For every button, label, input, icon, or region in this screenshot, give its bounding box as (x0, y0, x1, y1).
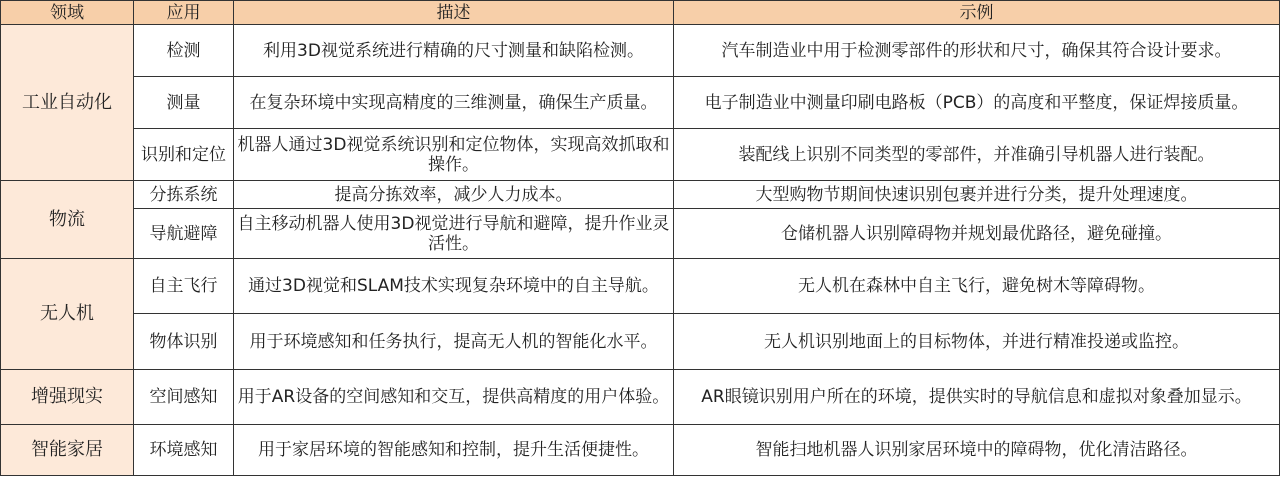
description-cell: 用于环境感知和任务执行，提高无人机的智能化水平。 (234, 314, 674, 370)
application-cell: 环境感知 (134, 425, 234, 476)
application-cell: 导航避障 (134, 209, 234, 259)
application-cell: 测量 (134, 77, 234, 129)
description-cell: 利用3D视觉系统进行精确的尺寸测量和缺陷检测。 (234, 25, 674, 77)
table-row (1, 259, 1280, 314)
table-row (1, 25, 1280, 77)
table-row (1, 181, 1280, 209)
application-cell: 空间感知 (134, 370, 234, 425)
table-row (1, 77, 1280, 129)
table-row (1, 314, 1280, 370)
table-row (1, 370, 1280, 425)
example-cell: 电子制造业中测量印刷电路板（PCB）的高度和平整度，保证焊接质量。 (674, 77, 1280, 129)
example-cell: 大型购物节期间快速识别包裹并进行分类，提升处理速度。 (674, 181, 1280, 209)
application-cell: 检测 (134, 25, 234, 77)
header-application: 应用 (134, 1, 234, 25)
table-row (1, 425, 1280, 476)
description-cell: 机器人通过3D视觉系统识别和定位物体，实现高效抓取和操作。 (234, 129, 674, 181)
table-row (1, 129, 1280, 181)
domain-cell: 物流 (1, 181, 134, 259)
example-cell: 智能扫地机器人识别家居环境中的障碍物，优化清洁路径。 (674, 425, 1280, 476)
example-cell: AR眼镜识别用户所在的环境，提供实时的导航信息和虚拟对象叠加显示。 (674, 370, 1280, 425)
example-cell: 仓储机器人识别障碍物并规划最优路径，避免碰撞。 (674, 209, 1280, 259)
description-cell: 在复杂环境中实现高精度的三维测量，确保生产质量。 (234, 77, 674, 129)
example-cell: 无人机在森林中自主飞行，避免树木等障碍物。 (674, 259, 1280, 314)
header-domain: 领域 (1, 1, 134, 25)
application-cell: 分拣系统 (134, 181, 234, 209)
description-cell: 用于家居环境的智能感知和控制，提升生活便捷性。 (234, 425, 674, 476)
example-cell: 装配线上识别不同类型的零部件，并准确引导机器人进行装配。 (674, 129, 1280, 181)
domain-cell: 无人机 (1, 259, 134, 370)
header-example: 示例 (674, 1, 1280, 25)
description-cell: 提高分拣效率，减少人力成本。 (234, 181, 674, 209)
application-cell: 自主飞行 (134, 259, 234, 314)
description-cell: 用于AR设备的空间感知和交互，提供高精度的用户体验。 (234, 370, 674, 425)
application-cell: 物体识别 (134, 314, 234, 370)
header-description: 描述 (234, 1, 674, 25)
domain-cell: 增强现实 (1, 370, 134, 425)
domain-cell: 智能家居 (1, 425, 134, 476)
table-row (1, 209, 1280, 259)
example-cell: 无人机识别地面上的目标物体，并进行精准投递或监控。 (674, 314, 1280, 370)
header-row (1, 1, 1280, 25)
domain-cell: 工业自动化 (1, 25, 134, 181)
example-cell: 汽车制造业中用于检测零部件的形状和尺寸，确保其符合设计要求。 (674, 25, 1280, 77)
application-cell: 识别和定位 (134, 129, 234, 181)
description-cell: 自主移动机器人使用3D视觉进行导航和避障，提升作业灵活性。 (234, 209, 674, 259)
description-cell: 通过3D视觉和SLAM技术实现复杂环境中的自主导航。 (234, 259, 674, 314)
